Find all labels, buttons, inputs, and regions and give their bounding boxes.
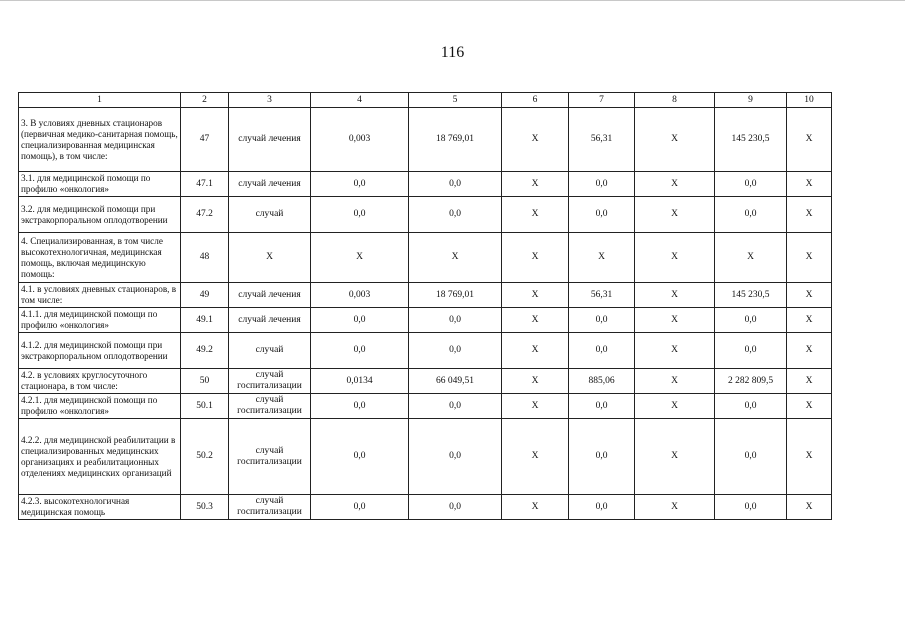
table-row	[19, 108, 832, 172]
table-cell: X	[502, 369, 569, 394]
table-cell: X	[635, 495, 715, 520]
table-cell: случай госпитализации	[229, 369, 311, 394]
table-cell: 0,0	[569, 333, 635, 369]
table-cell: X	[787, 394, 832, 419]
table-cell: 145 230,5	[715, 108, 787, 172]
table-cell: X	[502, 308, 569, 333]
row-label-cell: 4.2.2. для медицинской реабилитации в специализированных медицинских организациях и реабилитационных отделениях медицинских организаций	[19, 419, 181, 495]
table-cell: 0,0	[311, 172, 409, 197]
table-cell: 0,0	[569, 172, 635, 197]
table-cell: 0,003	[311, 108, 409, 172]
table-cell: X	[635, 172, 715, 197]
column-header: 9	[715, 93, 787, 108]
table-cell: 145 230,5	[715, 283, 787, 308]
table-row	[19, 197, 832, 233]
table-cell: 0,0	[311, 333, 409, 369]
table-cell: X	[502, 108, 569, 172]
table-cell: 0,0	[715, 308, 787, 333]
table-cell: 0,0	[311, 197, 409, 233]
table-row	[19, 172, 832, 197]
row-label-cell: 4.2. в условиях круглосуточного стационара, в том числе:	[19, 369, 181, 394]
table-cell: X	[635, 197, 715, 233]
table-cell: X	[635, 308, 715, 333]
row-label-cell: 4.2.3. высокотехнологичная медицинская помощь	[19, 495, 181, 520]
table-cell: 47.1	[181, 172, 229, 197]
table-cell: случай госпитализации	[229, 495, 311, 520]
table-cell: 885,06	[569, 369, 635, 394]
table-cell: X	[635, 108, 715, 172]
table-cell: 66 049,51	[409, 369, 502, 394]
table-cell: случай	[229, 333, 311, 369]
table-cell: 0,0134	[311, 369, 409, 394]
table-cell: X	[502, 394, 569, 419]
table-cell: X	[787, 108, 832, 172]
table-cell: 0,0	[311, 394, 409, 419]
column-header: 8	[635, 93, 715, 108]
table-cell: 0,0	[409, 394, 502, 419]
table-cell: 0,0	[715, 172, 787, 197]
column-header: 10	[787, 93, 832, 108]
table-cell: 0,0	[715, 333, 787, 369]
row-label-cell: 4.2.1. для медицинской помощи по профилю «онкология»	[19, 394, 181, 419]
table-cell: 56,31	[569, 283, 635, 308]
row-label-cell: 3. В условиях дневных стационаров (первичная медико-санитарная помощь, специализированная медицинская помощь), в том числе:	[19, 108, 181, 172]
table-cell: случай лечения	[229, 283, 311, 308]
table-cell: случай	[229, 197, 311, 233]
table-row	[19, 419, 832, 495]
row-label-cell: 3.2. для медицинской помощи при экстракорпоральном оплодотворении	[19, 197, 181, 233]
table-row	[19, 283, 832, 308]
table-cell: 0,0	[409, 419, 502, 495]
table-cell: 48	[181, 233, 229, 283]
table-cell: 0,0	[569, 394, 635, 419]
row-label-cell: 4.1. в условиях дневных стационаров, в том числе:	[19, 283, 181, 308]
table-cell: 0,0	[715, 394, 787, 419]
column-header: 3	[229, 93, 311, 108]
table-row	[19, 333, 832, 369]
column-header: 7	[569, 93, 635, 108]
table-cell: X	[635, 233, 715, 283]
table-cell: 0,0	[409, 172, 502, 197]
row-label-cell: 4.1.2. для медицинской помощи при экстракорпоральном оплодотворении	[19, 333, 181, 369]
table-cell: 0,0	[409, 495, 502, 520]
table-cell: случай госпитализации	[229, 419, 311, 495]
table-body	[19, 108, 832, 520]
table-cell: случай госпитализации	[229, 394, 311, 419]
scan-edge	[0, 0, 905, 3]
table-cell: X	[635, 369, 715, 394]
row-label-cell: 4.1.1. для медицинской помощи по профилю «онкология»	[19, 308, 181, 333]
table-cell: X	[635, 283, 715, 308]
table-cell: случай лечения	[229, 172, 311, 197]
table-cell: 50.3	[181, 495, 229, 520]
table-cell: 18 769,01	[409, 108, 502, 172]
document-table	[18, 92, 832, 520]
column-header: 5	[409, 93, 502, 108]
table-cell: X	[787, 419, 832, 495]
table-cell: X	[787, 495, 832, 520]
table-row	[19, 495, 832, 520]
table-cell: X	[502, 233, 569, 283]
table-cell: X	[502, 197, 569, 233]
table-cell: 18 769,01	[409, 283, 502, 308]
table-cell: случай лечения	[229, 308, 311, 333]
header-row	[19, 93, 832, 108]
table-cell: X	[409, 233, 502, 283]
table-cell: X	[787, 197, 832, 233]
table-row	[19, 369, 832, 394]
table-cell: X	[787, 172, 832, 197]
table-cell: 47.2	[181, 197, 229, 233]
table-cell: X	[502, 333, 569, 369]
table-cell: X	[569, 233, 635, 283]
table-cell: 0,0	[715, 419, 787, 495]
table-cell: 0,0	[409, 197, 502, 233]
table-row	[19, 233, 832, 283]
table-cell: X	[502, 172, 569, 197]
table-cell: 50	[181, 369, 229, 394]
table-cell: 56,31	[569, 108, 635, 172]
table-cell: случай лечения	[229, 108, 311, 172]
table-cell: 0,0	[569, 419, 635, 495]
table-cell: X	[715, 233, 787, 283]
row-label-cell: 4. Специализированная, в том числе высокотехнологичная, медицинская помощь, включая медицинскую помощь:	[19, 233, 181, 283]
table-row	[19, 308, 832, 333]
table-cell: X	[635, 333, 715, 369]
table-cell: 0,0	[569, 308, 635, 333]
table-cell: 0,0	[569, 197, 635, 233]
table-cell: 0,003	[311, 283, 409, 308]
table-cell: 0,0	[715, 197, 787, 233]
table-cell: 49.1	[181, 308, 229, 333]
table-cell: 0,0	[569, 495, 635, 520]
table-cell: 50.2	[181, 419, 229, 495]
table-cell: X	[635, 419, 715, 495]
table-cell: X	[502, 283, 569, 308]
table-cell: X	[229, 233, 311, 283]
table-cell: 50.1	[181, 394, 229, 419]
table-cell: X	[311, 233, 409, 283]
table-cell: 2 282 809,5	[715, 369, 787, 394]
column-header: 4	[311, 93, 409, 108]
table-cell: X	[787, 369, 832, 394]
table-cell: 0,0	[409, 308, 502, 333]
column-header: 6	[502, 93, 569, 108]
table-cell: X	[502, 419, 569, 495]
table-cell: 0,0	[311, 308, 409, 333]
table-cell: X	[787, 233, 832, 283]
page-number: 116	[440, 44, 465, 61]
table-cell: 0,0	[311, 495, 409, 520]
table-cell: X	[635, 394, 715, 419]
table-cell: 49.2	[181, 333, 229, 369]
table-cell: 0,0	[311, 419, 409, 495]
table-cell: X	[502, 495, 569, 520]
table-cell: X	[787, 283, 832, 308]
table-row	[19, 394, 832, 419]
table-cell: 47	[181, 108, 229, 172]
table-cell: X	[787, 308, 832, 333]
table-cell: 0,0	[715, 495, 787, 520]
table-cell: 49	[181, 283, 229, 308]
table-cell: X	[787, 333, 832, 369]
column-header: 1	[19, 93, 181, 108]
row-label-cell: 3.1. для медицинской помощи по профилю «онкология»	[19, 172, 181, 197]
column-header: 2	[181, 93, 229, 108]
table-cell: 0,0	[409, 333, 502, 369]
